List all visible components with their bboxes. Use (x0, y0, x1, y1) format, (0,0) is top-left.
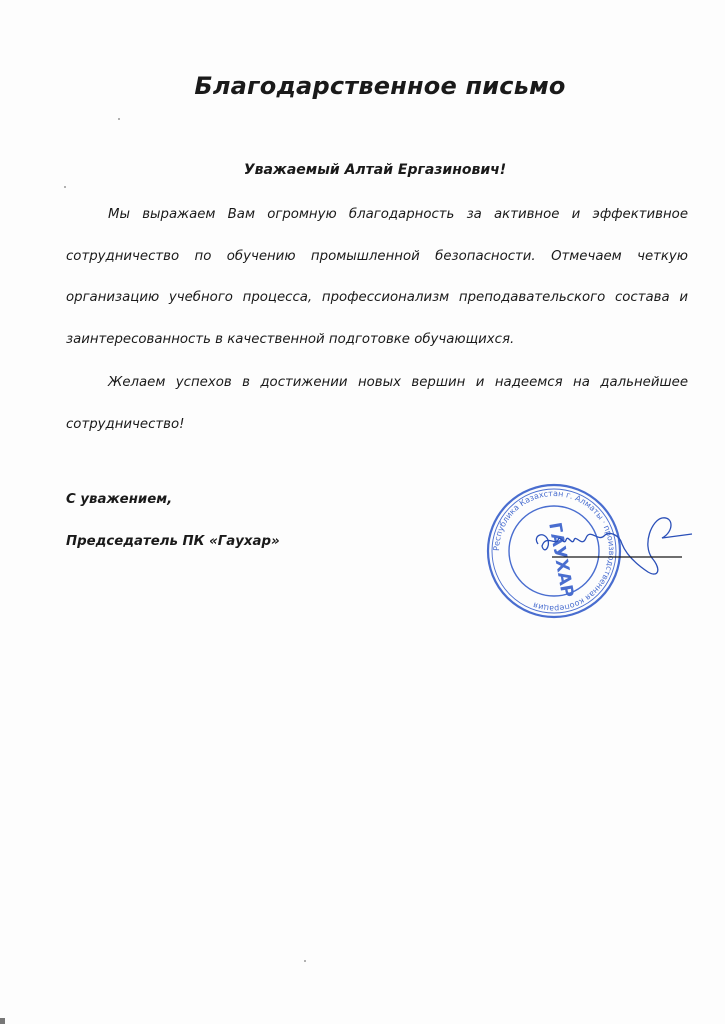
paragraph-wishes (66, 362, 688, 445)
stamp-ring-text: Республика Казахстан г. Алматы · производственная кооперация (491, 488, 617, 614)
paragraph-2-text: Желаем успехов в достижении новых вершин и надеемся на дальнейшее сотрудничество! (66, 375, 688, 432)
scan-corner-mark (0, 1018, 5, 1024)
paragraph-1-text: Мы выражаем Вам огромную благодарность за активное и эффективное сотрудничество по обучению промышленной безопасности. Отмечаем четкую организацию учебного процесса, профессионализм преподавательского состава и заинтересованность в качественной подготовке обучающихся. (66, 207, 688, 347)
stamp-center-text: ГАУХАР (544, 520, 578, 600)
letter-title: Благодарственное письмо (194, 72, 566, 100)
paragraph-gratitude (66, 194, 688, 360)
seal-stamp-icon (488, 485, 620, 617)
salutation: Уважаемый Алтай Ергазинович! (243, 162, 507, 178)
scan-speck (304, 960, 306, 962)
scan-speck (118, 118, 120, 120)
seal-and-signature (486, 474, 696, 624)
signatory-title: Председатель ПК «Гаухар» (66, 534, 280, 549)
scan-speck (64, 186, 66, 188)
closing-phrase: С уважением, (66, 492, 173, 507)
